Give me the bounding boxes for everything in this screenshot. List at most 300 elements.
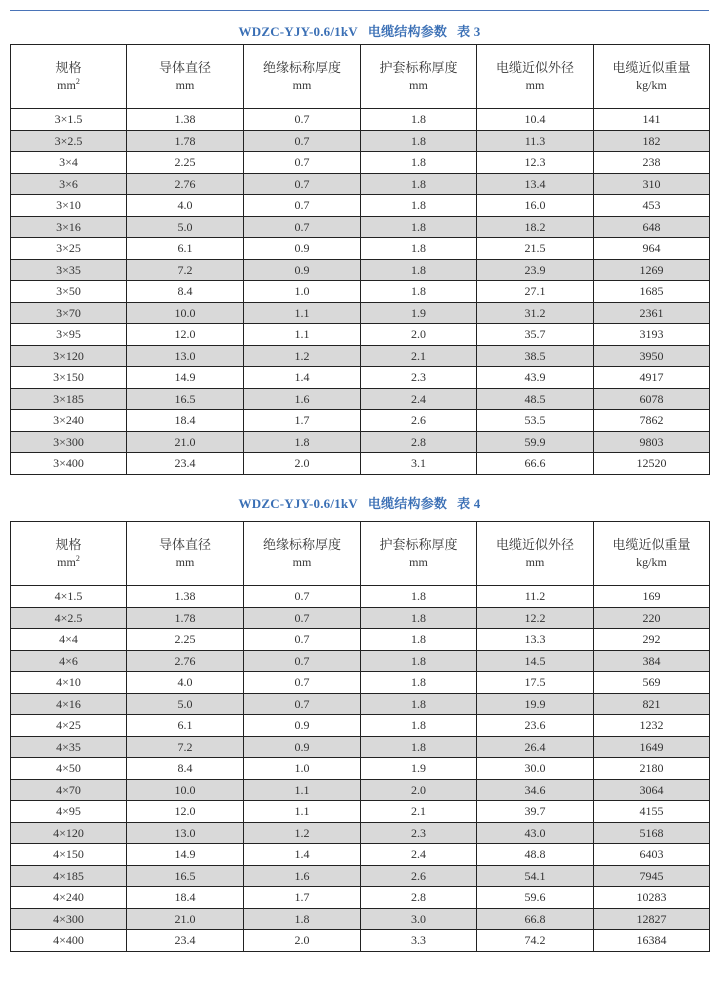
table-cell: 66.8 [477,908,594,930]
table-row [11,152,710,174]
table-cell: 2.4 [361,388,477,410]
table-row [11,238,710,260]
table-cell: 1269 [594,259,710,281]
table-cell: 4×70 [11,779,127,801]
table-cell: 169 [594,586,710,608]
table-cell: 1.1 [244,302,361,324]
table-cell: 53.5 [477,410,594,432]
table-cell: 1.1 [244,324,361,346]
table4-head [11,522,710,586]
table-cell: 18.4 [127,887,244,909]
table3-header-unit-text: mm [175,77,195,92]
table-cell: 0.7 [244,693,361,715]
table-cell: 1.2 [244,822,361,844]
table-cell: 3×2.5 [11,130,127,152]
table-cell: 1.8 [244,908,361,930]
table4-header-unit [11,554,126,571]
table-cell: 1.8 [361,152,477,174]
table-cell: 2.8 [361,431,477,453]
table4-header-cell [361,522,477,586]
table3-header-cell [244,45,361,109]
table-cell: 3×50 [11,281,127,303]
table-cell: 1.1 [244,779,361,801]
table4-header-unit-text: mm [175,554,195,569]
table-cell: 43.0 [477,822,594,844]
table-cell: 3950 [594,345,710,367]
table-cell: 1.8 [361,195,477,217]
table-cell: 3064 [594,779,710,801]
table-row [11,779,710,801]
table-row [11,410,710,432]
table-cell: 16.0 [477,195,594,217]
table-cell: 1232 [594,715,710,737]
table-cell: 569 [594,672,710,694]
table-cell: 3×6 [11,173,127,195]
table-cell: 1.8 [361,586,477,608]
table-cell: 30.0 [477,758,594,780]
table-cell: 3×25 [11,238,127,260]
table-cell: 12827 [594,908,710,930]
table-cell: 27.1 [477,281,594,303]
table-cell: 2.3 [361,822,477,844]
table-cell: 6078 [594,388,710,410]
table-cell: 310 [594,173,710,195]
table-cell: 292 [594,629,710,651]
table3-header-row [11,45,710,109]
table4-header-unit [244,554,360,571]
table-cell: 23.4 [127,453,244,475]
table-cell: 1.38 [127,586,244,608]
table3-title-prefix: WDZC-YJY-0.6/1kV [238,24,358,39]
table-cell: 7862 [594,410,710,432]
table-cell: 3×240 [11,410,127,432]
table-cell: 6.1 [127,238,244,260]
table-cell: 23.9 [477,259,594,281]
table-cell: 1.8 [361,715,477,737]
table4-header-label: 绝缘标称厚度 [262,537,341,553]
table-cell: 11.2 [477,586,594,608]
table-cell: 1.4 [244,367,361,389]
table-cell: 48.5 [477,388,594,410]
table-cell: 1649 [594,736,710,758]
table-cell: 4×300 [11,908,127,930]
table4-header-unit [594,554,709,571]
table3-header-unit-text: mm [525,77,545,92]
table-cell: 4×25 [11,715,127,737]
table-cell: 1.8 [361,109,477,131]
table-cell: 1.2 [244,345,361,367]
table-row [11,607,710,629]
table-cell: 2.76 [127,173,244,195]
table-cell: 1.38 [127,109,244,131]
table4-header-cell [11,522,127,586]
table-cell: 0.7 [244,607,361,629]
table-cell: 17.5 [477,672,594,694]
table-cell: 648 [594,216,710,238]
table4-header-label: 导体直径 [158,537,211,553]
table-cell: 8.4 [127,281,244,303]
table-cell: 10.4 [477,109,594,131]
table-cell: 12.0 [127,324,244,346]
table-cell: 3×16 [11,216,127,238]
table3-header-unit [244,77,360,94]
table-row [11,865,710,887]
table-cell: 1.0 [244,758,361,780]
table-cell: 3×300 [11,431,127,453]
table-cell: 1.8 [361,650,477,672]
table-cell: 1.8 [244,431,361,453]
table4-title [0,493,719,512]
table3-header-unit-sup: 2 [75,76,80,86]
table-cell: 66.6 [477,453,594,475]
table-row [11,173,710,195]
table-cell: 21.0 [127,431,244,453]
table3-header-unit [594,77,709,94]
table-cell: 38.5 [477,345,594,367]
table-row [11,431,710,453]
table3-header-cell [361,45,477,109]
table-cell: 1.8 [361,629,477,651]
table-cell: 2.25 [127,629,244,651]
table4-header-unit-text: mm [525,554,545,569]
table3-header-unit-text: mm [292,77,312,92]
table3-title-num: 表 3 [457,24,481,39]
table4-header-unit-text: mm [409,554,428,569]
table-cell: 5.0 [127,693,244,715]
table-cell: 13.0 [127,345,244,367]
table-cell: 5168 [594,822,710,844]
table-cell: 238 [594,152,710,174]
table-cell: 18.2 [477,216,594,238]
table-cell: 18.4 [127,410,244,432]
table-cell: 1.8 [361,216,477,238]
table-cell: 0.7 [244,650,361,672]
table3-header-label: 绝缘标称厚度 [262,60,341,76]
table-cell: 14.9 [127,844,244,866]
table-row [11,650,710,672]
table-cell: 4×10 [11,672,127,694]
table4-header-unit-text: kg/km [636,554,667,569]
table-cell: 59.6 [477,887,594,909]
table-cell: 0.7 [244,152,361,174]
table-cell: 4×2.5 [11,607,127,629]
table3-header-unit [361,77,476,94]
table3-header-unit [127,77,243,94]
table-cell: 1.78 [127,607,244,629]
table-cell: 4×240 [11,887,127,909]
table-cell: 2361 [594,302,710,324]
table3-header-cell [477,45,594,109]
table-cell: 16384 [594,930,710,952]
table-row [11,758,710,780]
table-cell: 2.76 [127,650,244,672]
table-cell: 4×16 [11,693,127,715]
table-cell: 13.4 [477,173,594,195]
table4-title-cn: 电缆结构参数 [367,497,448,512]
table-cell: 2.0 [244,930,361,952]
table-cell: 3×4 [11,152,127,174]
table-cell: 1.8 [361,173,477,195]
table-row [11,586,710,608]
table-cell: 35.7 [477,324,594,346]
table-cell: 10283 [594,887,710,909]
table-cell: 1.7 [244,410,361,432]
table-cell: 4.0 [127,195,244,217]
table-cell: 0.9 [244,736,361,758]
table-cell: 0.7 [244,629,361,651]
table-row [11,195,710,217]
table-cell: 3×150 [11,367,127,389]
table-row [11,367,710,389]
table-cell: 7.2 [127,736,244,758]
table3-header-label: 电缆近似重量 [612,60,691,76]
table-cell: 4×120 [11,822,127,844]
table-row [11,822,710,844]
table-cell: 3×400 [11,453,127,475]
table-cell: 1.8 [361,259,477,281]
table3-header-unit-text: mm [57,77,76,92]
table-cell: 31.2 [477,302,594,324]
table-cell: 4×150 [11,844,127,866]
table3-header-label: 导体直径 [158,60,211,76]
table3-header-label: 电缆近似外径 [495,60,574,76]
table-cell: 23.4 [127,930,244,952]
table-cell: 1.8 [361,672,477,694]
table-row [11,693,710,715]
table3-title-cn: 电缆结构参数 [367,25,448,40]
table-cell: 12.0 [127,801,244,823]
table-row [11,453,710,475]
table-cell: 4.0 [127,672,244,694]
table-cell: 220 [594,607,710,629]
table3-header-unit [477,77,593,94]
table4-header-unit [477,554,593,571]
table-cell: 3.3 [361,930,477,952]
table4-title-prefix: WDZC-YJY-0.6/1kV [238,496,358,511]
table-cell: 1.8 [361,693,477,715]
table-cell: 4155 [594,801,710,823]
table-row [11,345,710,367]
table-cell: 2.3 [361,367,477,389]
table-cell: 3×35 [11,259,127,281]
table-row [11,801,710,823]
table-cell: 1.9 [361,758,477,780]
table-cell: 14.9 [127,367,244,389]
table-cell: 4×4 [11,629,127,651]
table-cell: 7.2 [127,259,244,281]
table-cell: 6.1 [127,715,244,737]
table-row [11,844,710,866]
table-cell: 821 [594,693,710,715]
table4-header-unit-sup: 2 [75,553,80,563]
table-cell: 4917 [594,367,710,389]
table4-header-cell [127,522,244,586]
table-cell: 0.9 [244,259,361,281]
table-row [11,736,710,758]
table-cell: 0.7 [244,195,361,217]
table-cell: 3193 [594,324,710,346]
table-cell: 0.7 [244,672,361,694]
table3-header-label: 规格 [55,60,82,76]
table-row [11,324,710,346]
table-cell: 12.2 [477,607,594,629]
table-cell: 1.6 [244,865,361,887]
table3-header-unit-text: mm [409,77,428,92]
table-cell: 964 [594,238,710,260]
table4-header-unit [361,554,476,571]
table-cell: 0.7 [244,109,361,131]
table-cell: 2.8 [361,887,477,909]
table-cell: 4×400 [11,930,127,952]
table-cell: 3×120 [11,345,127,367]
table3-header-cell [594,45,710,109]
table-cell: 12520 [594,453,710,475]
table-cell: 4×35 [11,736,127,758]
table-cell: 26.4 [477,736,594,758]
table-cell: 16.5 [127,388,244,410]
table3-header-cell [127,45,244,109]
table3-header-cell [11,45,127,109]
table-cell: 2.25 [127,152,244,174]
table-cell: 34.6 [477,779,594,801]
table-cell: 1.1 [244,801,361,823]
table-cell: 12.3 [477,152,594,174]
table-cell: 39.7 [477,801,594,823]
table-row [11,109,710,131]
table4-header-cell [244,522,361,586]
table-cell: 48.8 [477,844,594,866]
table-cell: 2.0 [361,779,477,801]
table-cell: 1.8 [361,736,477,758]
table-row [11,259,710,281]
table-cell: 1.78 [127,130,244,152]
table-cell: 4×95 [11,801,127,823]
table-row [11,908,710,930]
table-cell: 3.1 [361,453,477,475]
table-cell: 6403 [594,844,710,866]
table-cell: 10.0 [127,302,244,324]
table-row [11,130,710,152]
table-row [11,629,710,651]
table-cell: 3×95 [11,324,127,346]
table-cell: 8.4 [127,758,244,780]
table-cell: 4×1.5 [11,586,127,608]
table-row [11,672,710,694]
table-cell: 3×185 [11,388,127,410]
table-cell: 13.0 [127,822,244,844]
table-row [11,715,710,737]
table-cell: 43.9 [477,367,594,389]
table-cell: 3×70 [11,302,127,324]
table4-header-cell [594,522,710,586]
table4-header-unit-text: mm [292,554,312,569]
table-cell: 0.7 [244,173,361,195]
table-cell: 13.3 [477,629,594,651]
table-cell: 19.9 [477,693,594,715]
table3-header-label: 护套标称厚度 [379,60,458,76]
table-cell: 3×10 [11,195,127,217]
table-cell: 2180 [594,758,710,780]
table-row [11,281,710,303]
table4-header-label: 电缆近似外径 [495,537,574,553]
table4-body [11,586,710,952]
table-cell: 7945 [594,865,710,887]
table4-header-label: 电缆近似重量 [612,537,691,553]
table4-header-label: 规格 [55,537,82,553]
table-cell: 2.1 [361,345,477,367]
table-cell: 1.4 [244,844,361,866]
table-cell: 10.0 [127,779,244,801]
table-cell: 2.6 [361,865,477,887]
table-cell: 5.0 [127,216,244,238]
table-cell: 1.9 [361,302,477,324]
table-cell: 59.9 [477,431,594,453]
table-cell: 1.0 [244,281,361,303]
table-cell: 0.7 [244,216,361,238]
table-row [11,302,710,324]
table-cell: 0.7 [244,130,361,152]
table-cell: 1.7 [244,887,361,909]
table4-header-unit-text: mm [57,554,76,569]
table-cell: 1.8 [361,130,477,152]
table3-head [11,45,710,109]
table-cell: 74.2 [477,930,594,952]
table-cell: 0.9 [244,238,361,260]
table-cell: 0.7 [244,586,361,608]
table-cell: 3×1.5 [11,109,127,131]
table3-title [0,21,719,40]
table4-header-cell [477,522,594,586]
table-cell: 1.6 [244,388,361,410]
table-cell: 3.0 [361,908,477,930]
top-rule [10,10,709,11]
table-cell: 141 [594,109,710,131]
table4-header-unit [127,554,243,571]
table-cell: 1685 [594,281,710,303]
table-cell: 21.0 [127,908,244,930]
table-cell: 21.5 [477,238,594,260]
table-cell: 23.6 [477,715,594,737]
table-cell: 2.4 [361,844,477,866]
table-cell: 9803 [594,431,710,453]
table4 [10,521,710,952]
table-cell: 453 [594,195,710,217]
table-row [11,887,710,909]
table-cell: 4×6 [11,650,127,672]
table-cell: 11.3 [477,130,594,152]
table-cell: 2.6 [361,410,477,432]
table-cell: 54.1 [477,865,594,887]
table-cell: 4×50 [11,758,127,780]
table3-body [11,109,710,475]
table-cell: 0.9 [244,715,361,737]
table4-header-row [11,522,710,586]
table3-header-unit [11,77,126,94]
table-cell: 16.5 [127,865,244,887]
table3-header-unit-text: kg/km [636,77,667,92]
table-row [11,930,710,952]
table-cell: 2.0 [361,324,477,346]
table-row [11,216,710,238]
table-cell: 1.8 [361,281,477,303]
table3 [10,44,710,475]
table-row [11,388,710,410]
table-cell: 4×185 [11,865,127,887]
table-cell: 182 [594,130,710,152]
table-cell: 14.5 [477,650,594,672]
table-cell: 1.8 [361,607,477,629]
table-cell: 1.8 [361,238,477,260]
